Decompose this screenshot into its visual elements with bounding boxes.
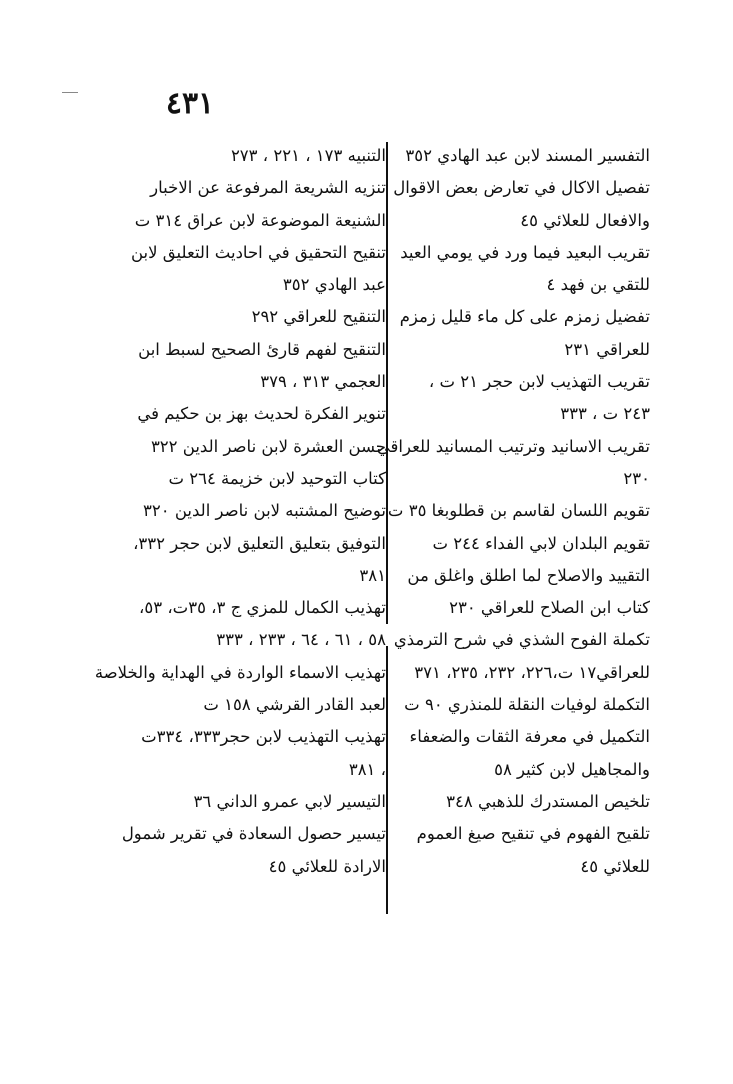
index-entry-line: للعلائي ٤٥ (580, 856, 650, 876)
index-entry-line: التيسير لابي عمرو الداني ٣٦ (193, 791, 386, 811)
index-entry-line: ٥٨ ، ٦١ ، ٦٤ ، ٢٣٣ ، ٣٣٣ (216, 630, 386, 650)
index-entry-line: تهذيب الكمال للمزي ج ٣، ٣٥ت، ٥٣، (139, 598, 386, 618)
stray-mark (62, 92, 78, 93)
index-entry-line: ٢٣٠ (623, 468, 650, 488)
index-entry-line: الارادة للعلائي ٤٥ (268, 856, 386, 876)
index-column-right (376, 140, 650, 883)
index-entry-line: التوفيق بتعليق التعليق لابن حجر ٣٣٢، (133, 533, 386, 553)
index-entry-line: تنوير الفكرة لحديث بهز بن حكيم في (137, 404, 386, 424)
index-entry-line: والافعال للعلائي ٤٥ (520, 210, 650, 230)
index-entry-line: تكملة الفوح الشذي في شرح الترمذي (393, 630, 650, 650)
index-entry-line: تفضيل زمزم على كل ماء قليل زمزم (399, 307, 650, 327)
index-entry-line: تلخيص المستدرك للذهبي ٣٤٨ (446, 791, 650, 811)
index-entry-line: والمجاهيل لابن كثير ٥٨ (494, 759, 650, 779)
index-entry-line: حسن العشرة لابن ناصر الدين ٣٢٢ (150, 436, 386, 456)
index-entry-line: تهذيب الاسماء الواردة في الهداية والخلاصة (94, 662, 386, 682)
index-entry-line: الشنيعة الموضوعة لابن عراق ٣١٤ ت (134, 210, 386, 230)
index-entry-line: تقريب الاسانيد وترتيب المسانيد للعراقي (376, 436, 650, 456)
index-entry-line: التفسير المسند لابن عبد الهادي ٣٥٢ (405, 146, 650, 165)
index-entry-line: التكميل في معرفة الثقات والضعفاء (409, 727, 650, 747)
index-entry-line: للتقي بن فهد ٤ (546, 275, 650, 295)
index-entry-line: تنزيه الشريعة المرفوعة عن الاخبار (150, 178, 386, 198)
index-entry-line: تنقيح التحقيق في احاديث التعليق لابن (130, 242, 386, 262)
index-entry-line: تقويم اللسان لقاسم بن قطلوبغا ٣٥ ت (387, 501, 650, 521)
index-entry-line: تلقيح الفهوم في تنقيح صيغ العموم (416, 824, 650, 844)
index-column-left (94, 140, 386, 883)
index-entry-line: تقويم البلدان لابي الفداء ٢٤٤ ت (432, 533, 650, 553)
index-entry-line: تيسير حصول السعادة في تقرير شمول (121, 824, 386, 844)
index-entry-line: العجمي ٣١٣ ، ٣٧٩ (260, 372, 386, 392)
index-entry-line: تفصيل الاكال في تعارض بعض الاقوال (393, 178, 650, 198)
page-number: ٤٣١ (165, 86, 215, 121)
index-entry-line: تهذيب التهذيب لابن حجر٣٣٣، ٣٣٤ت (141, 727, 386, 747)
index-entry-line: تقريب التهذيب لابن حجر ٢١ ت ، (428, 372, 650, 392)
index-entry-line: ٢٤٣ ت ، ٣٣٣ (560, 404, 650, 424)
index-entry-line: التكملة لوفيات النقلة للمنذري ٩٠ ت (404, 695, 650, 715)
index-entry-line: ، ٣٨١ (348, 759, 386, 779)
index-entry-line: التنقيح لفهم قارئ الصحيح لسبط ابن (138, 339, 386, 359)
index-entry-line: ٣٨١ (359, 565, 386, 585)
index-entry-line: كتاب التوحيد لابن خزيمة ٢٦٤ ت (168, 468, 386, 488)
index-entry-line: توضيح المشتبه لابن ناصر الدين ٣٢٠ (143, 501, 386, 521)
index-entry-line: كتاب ابن الصلاح للعراقي ٢٣٠ (449, 598, 650, 618)
index-entry-line: لعبد القادر القرشي ١٥٨ ت (203, 695, 386, 715)
index-entry-line: التقييد والاصلاح لما اطلق واغلق من (407, 565, 650, 585)
index-entry-line: التنبيه ١٧٣ ، ٢٢١ ، ٢٧٣ (230, 146, 386, 165)
index-entry-line: تقريب البعيد فيما ورد في يومي العيد (400, 242, 650, 262)
index-entry-line: التنقيح للعراقي ٢٩٢ (251, 307, 386, 327)
index-entry-line: عبد الهادي ٣٥٢ (282, 275, 386, 295)
index-entry-line: للعراقي ٢٣١ (564, 339, 650, 359)
index-entry-line: للعراقي١٧ ت،٢٢٦، ٢٣٢، ٢٣٥، ٣٧١ (414, 662, 650, 682)
